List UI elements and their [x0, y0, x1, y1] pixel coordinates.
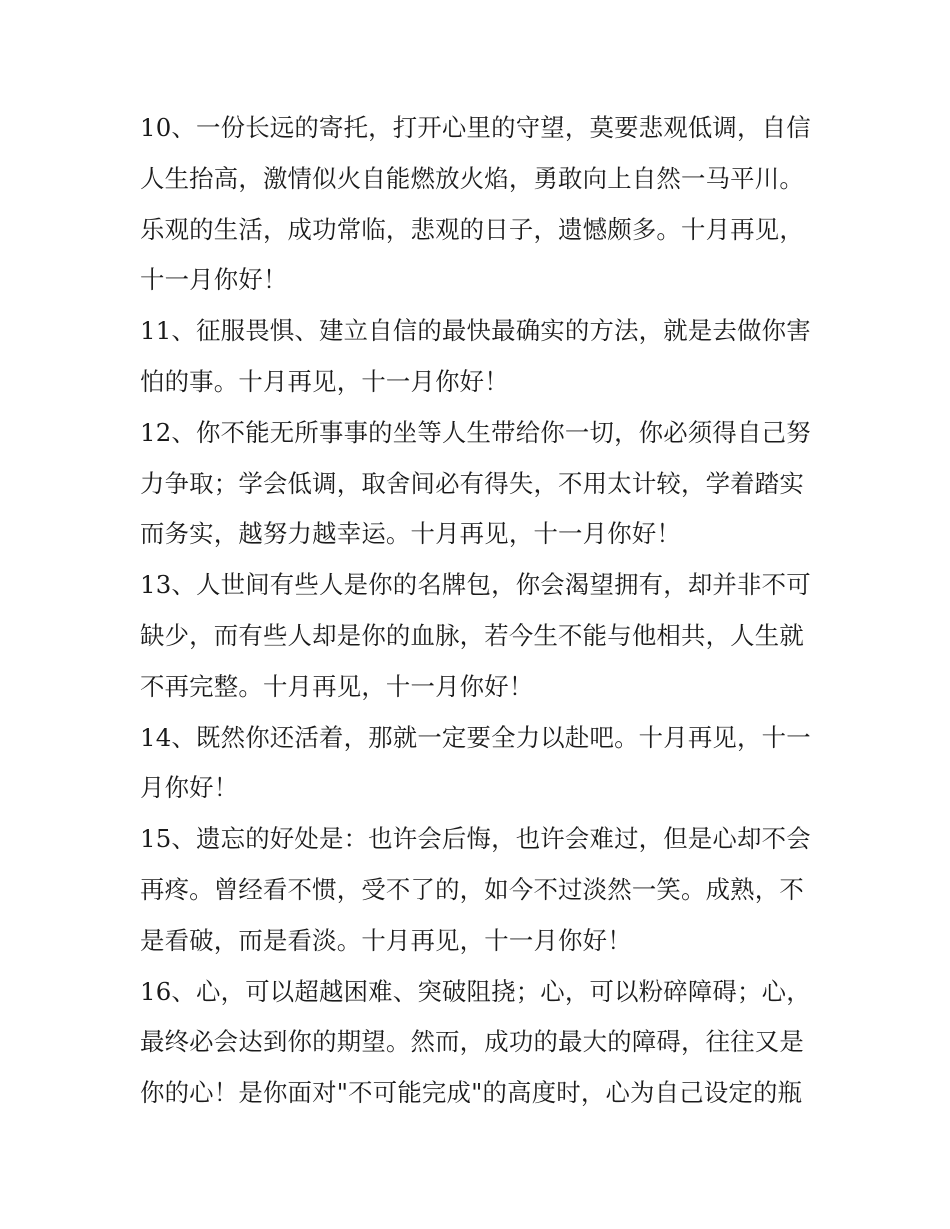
- text-line: 13、人世间有些人是你的名牌包，你会渴望拥有，却并非不可: [140, 570, 811, 600]
- text-line: 而务实，越努力越幸运。十月再见，十一月你好！: [140, 519, 681, 549]
- text-line: 12、你不能无所事事的坐等人生带给你一切，你必须得自己努: [140, 417, 811, 447]
- text-line: 你的心！是你面对"不可能完成"的高度时，心为自己设定的瓶: [140, 1078, 803, 1108]
- text-line: 十一月你好！: [140, 265, 288, 295]
- text-line: 14、既然你还活着，那就一定要全力以赴吧。十月再见，十一: [140, 722, 811, 752]
- text-line: 不再完整。十月再见，十一月你好！: [140, 671, 534, 701]
- document-body: [140, 103, 812, 1119]
- text-line: 人生抬高，激情似火自能燃放火焰，勇敢向上自然一马平川。: [140, 163, 804, 193]
- text-line: 缺少，而有些人却是你的血脉，若今生不能与他相共，人生就: [140, 620, 804, 650]
- text-line: 是看破，而是看淡。十月再见，十一月你好！: [140, 925, 632, 955]
- text-line: 15、遗忘的好处是：也许会后悔，也许会难过，但是心却不会: [140, 824, 811, 854]
- text-line: 怕的事。十月再见，十一月你好！: [140, 366, 509, 396]
- text-line: 乐观的生活，成功常临，悲观的日子，遗憾颇多。十月再见，: [140, 214, 804, 244]
- text-line: 16、心，可以超越困难、突破阻挠；心，可以粉碎障碍；心，: [140, 976, 811, 1006]
- text-line: 最终必会达到你的期望。然而，成功的最大的障碍，往往又是: [140, 1027, 804, 1057]
- text-line: 10、一份长远的寄托，打开心里的守望，莫要悲观低调，自信: [140, 113, 811, 142]
- text-line: 力争取；学会低调，取舍间必有得失，不用太计较，学着踏实: [140, 468, 804, 498]
- text-line: 月你好！: [140, 773, 239, 803]
- text-line: 再疼。曾经看不惯，受不了的，如今不过淡然一笑。成熟，不: [140, 874, 804, 904]
- text-line: 11、征服畏惧、建立自信的最快最确实的方法，就是去做你害: [140, 316, 811, 346]
